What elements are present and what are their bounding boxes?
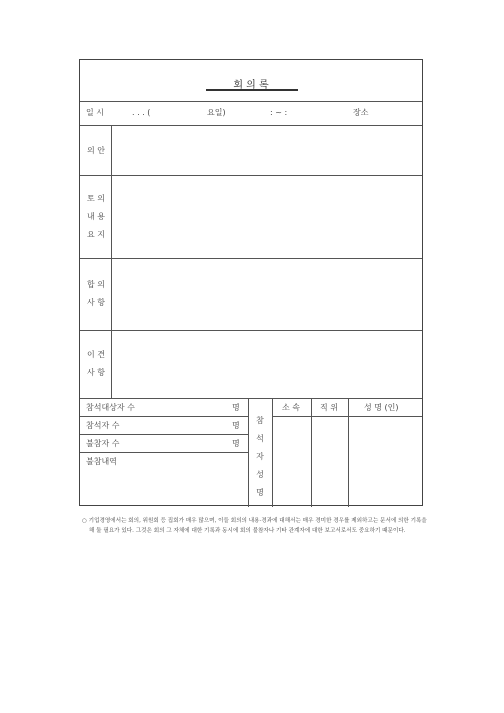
- discussion-label: 토 의 내 용 요 지: [87, 194, 105, 239]
- target-count-label: 참석대상자 수: [86, 403, 135, 412]
- footnote: [82, 516, 427, 536]
- place-label: 장소: [353, 108, 369, 117]
- section-label-divider: [111, 125, 112, 398]
- divider-agenda: [80, 175, 422, 176]
- absent-count-unit: 명: [232, 439, 240, 448]
- header-name-seal: 성 명 (인): [364, 403, 399, 412]
- target-count-unit: 명: [232, 403, 240, 412]
- form-title: 회 의 록: [233, 80, 269, 91]
- opinion-label: 이 견 사 항: [87, 350, 105, 377]
- attended-count-unit: 명: [232, 421, 240, 430]
- attendance-divider: [248, 398, 249, 507]
- footnote-line-2: 해 둘 필요가 있다. 그것은 회의 그 자체에 대한 기록과 동시에 회의 불참자나 기타 관계자에 대한 보고서로서도 중요하기 때문이다.: [89, 528, 406, 534]
- weekday-label: 요일): [207, 108, 226, 117]
- divider-opinion: [80, 398, 422, 399]
- divider-attendee-header: [272, 416, 422, 417]
- date-label: 일 시: [86, 108, 104, 117]
- attendee-names-label: 참 석 자 성 명: [256, 416, 264, 497]
- divider-title: [80, 101, 422, 102]
- header-affiliation: 소 속: [282, 403, 300, 412]
- col-affiliation-divider: [311, 398, 312, 507]
- attendee-label-divider: [272, 398, 273, 507]
- absent-count-label: 불참자 수: [86, 439, 120, 448]
- attended-count-label: 참석자 수: [86, 421, 120, 430]
- time-range: : ~ :: [270, 108, 288, 117]
- meeting-minutes-form: [79, 59, 423, 506]
- date-dots: . . . (: [132, 108, 151, 117]
- divider-target: [80, 416, 248, 417]
- divider-attended: [80, 434, 248, 435]
- agenda-label: 의 안: [87, 146, 105, 155]
- header-position: 직 위: [320, 403, 338, 412]
- col-position-divider: [348, 398, 349, 507]
- absence-detail-label: 불참내역: [86, 457, 117, 466]
- divider-absent: [80, 452, 248, 453]
- footnote-line-1: ○ 기업경영에서는 회의, 위원회 등 집회가 매우 많으며, 이들 회의의 내용·경과에 대해서는 매우 경미한 경우를 제외하고는 문서에 의한 기록을: [82, 518, 427, 524]
- agreement-label: 합 의 사 항: [87, 280, 105, 307]
- title-underline: [206, 89, 298, 91]
- divider-agreement: [80, 330, 422, 331]
- divider-date: [80, 125, 422, 126]
- divider-discussion: [80, 258, 422, 259]
